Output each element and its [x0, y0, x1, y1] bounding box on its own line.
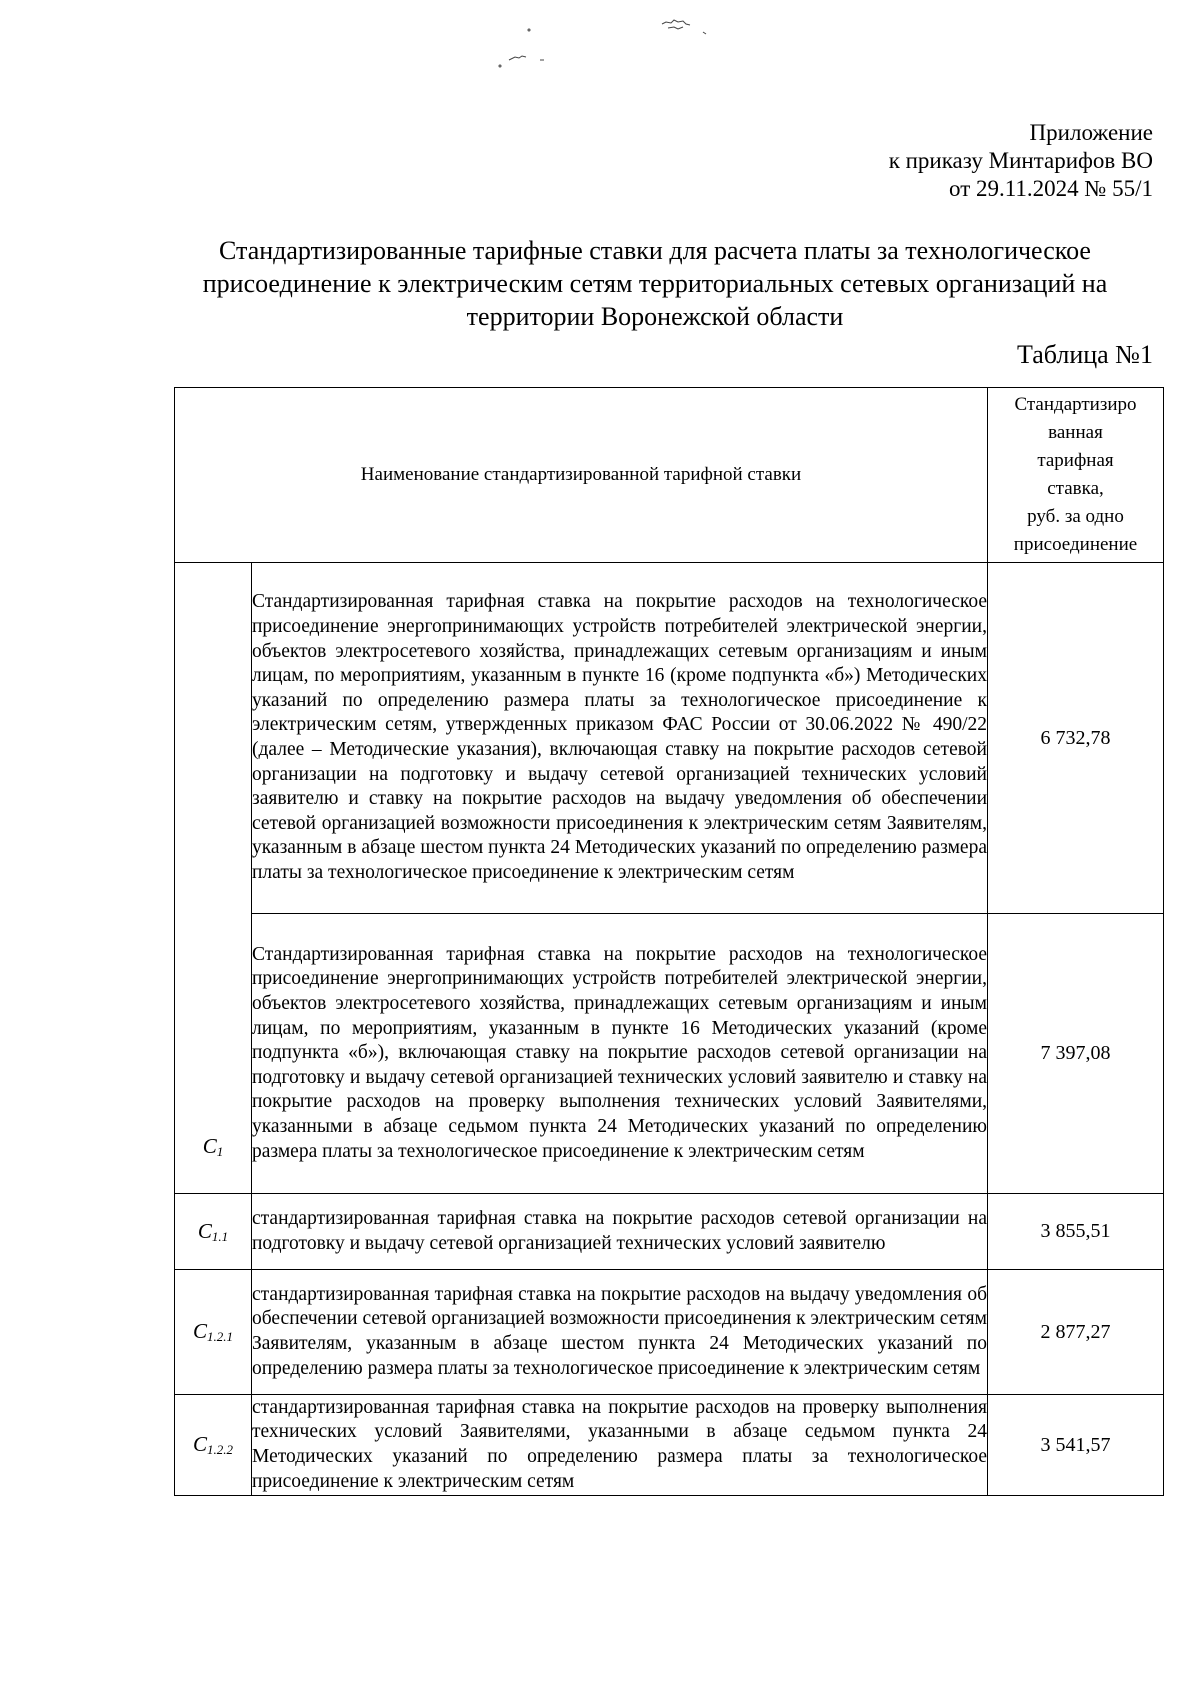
table-row — [175, 563, 1164, 914]
rate-value: 3 855,51 — [988, 1194, 1164, 1270]
table-row — [175, 1395, 1164, 1496]
document-title: Стандартизированные тарифные ставки для расчета платы за технологическое присоединение к электрическим сетям территориальных сетевых организаций на территории Воронежской области — [202, 236, 1108, 331]
header-value-cell: Стандартизиро ванная тарифная ставка, руб. за одно присоединение — [988, 388, 1164, 563]
table-row — [175, 1194, 1164, 1270]
appendix-line: от 29.11.2024 № 55/1 — [949, 176, 1153, 201]
rate-value: 7 397,08 — [988, 914, 1164, 1194]
rate-value: 2 877,27 — [988, 1270, 1164, 1395]
table-header-row — [175, 388, 1164, 563]
rate-code: $C_{1.2.1}$ — [175, 1270, 252, 1395]
rate-description: Стандартизированная тарифная ставка на покрытие расходов на технологическое присоединение энергопринимающих устройств потребителей электрической энергии, объектов электросетевого хозяйства, принадлежащих сетевым организациям и иным лицам, по мероприятиям, указанным в пункте 16 Методических указаний (кроме подпункта «б»), включающая ставку на покрытие расходов сетевой организации на подготовку и выдачу сетевой организацией технических условий заявителю и ставку на покрытие расходов на проверку выполнения технических условий Заявителями, указанными в абзаце седьмом пункта 24 Методических указаний по определению размера платы за технологическое присоединение к электрическим сетям — [252, 914, 988, 1194]
appendix-block — [889, 119, 1153, 203]
rate-code: $C_{1.1}$ — [175, 1194, 252, 1270]
rate-value: 3 541,57 — [988, 1395, 1164, 1496]
header-name-cell: Наименование стандартизированной тарифной ставки — [175, 388, 988, 563]
rate-code: $C_1$ — [175, 563, 252, 1194]
table-label: Таблица №1 — [1016, 340, 1153, 369]
scan-marks — [0, 0, 1200, 120]
rate-description: стандартизированная тарифная ставка на покрытие расходов сетевой организации на подготовку и выдачу сетевой организацией технических условий заявителю — [252, 1194, 988, 1270]
table-row — [175, 914, 1164, 1194]
appendix-line: к приказу Минтарифов ВО — [888, 148, 1153, 173]
appendix-line: Приложение — [1029, 120, 1153, 145]
rates-table — [174, 387, 1164, 1496]
table-row — [175, 1270, 1164, 1395]
rate-code: $C_{1.2.2}$ — [175, 1395, 252, 1496]
rate-description: Стандартизированная тарифная ставка на покрытие расходов на технологическое присоединение энергопринимающих устройств потребителей электрической энергии, объектов электросетевого хозяйства, принадлежащих сетевым организациям и иным лицам, по мероприятиям, указанным в пункте 16 (кроме подпункта «б») Методических указаний по определению размера платы за технологическое присоединение к электрическим сетям, утвержденных приказом ФАС России от 30.06.2022 № 490/22 (далее – Методические указания), включающая ставку на покрытие расходов сетевой организации на подготовку и выдачу сетевой организацией технических условий заявителю и ставку на покрытие расходов на выдачу уведомления об обеспечении сетевой организацией возможности присоединения к электрическим сетям Заявителям, указанным в абзаце шестом пункта 24 Методических указаний по определению размера платы за технологическое присоединение к электрическим сетям — [252, 563, 988, 914]
rate-value: 6 732,78 — [988, 563, 1164, 914]
rate-description: стандартизированная тарифная ставка на покрытие расходов на проверку выполнения технических условий Заявителями, указанными в абзаце седьмом пункта 24 Методических указаний по определению размера платы за технологическое присоединение к электрическим сетям — [252, 1395, 988, 1496]
rate-description: стандартизированная тарифная ставка на покрытие расходов на выдачу уведомления об обеспечении сетевой организацией возможности присоединения к электрическим сетям Заявителям, указанным в абзаце шестом пункта 24 Методических указаний по определению размера платы за технологическое присоединение к электрическим сетям — [252, 1270, 988, 1395]
